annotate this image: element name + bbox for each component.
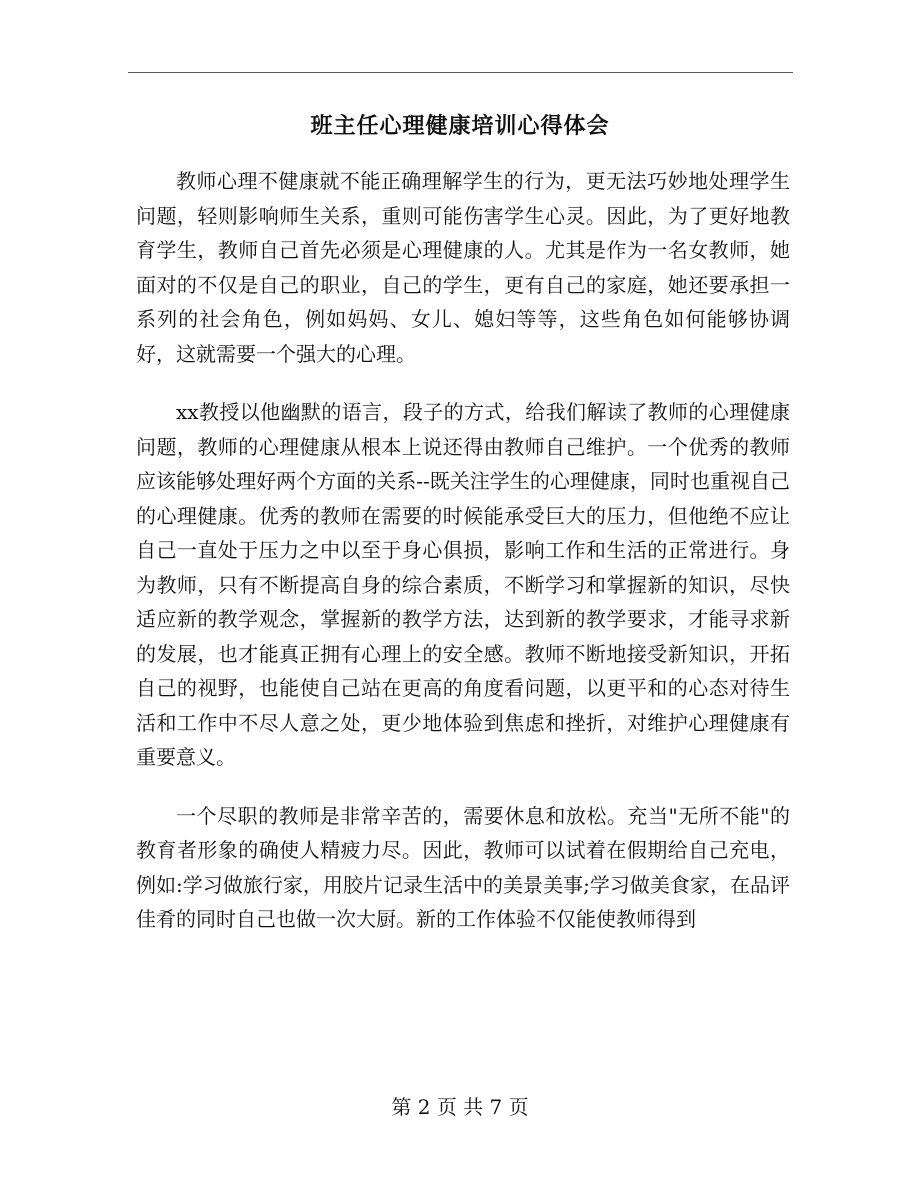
page-number-label: 第 2 页 共 7 页 — [391, 1095, 529, 1119]
page-number — [0, 1093, 920, 1121]
document-body — [136, 164, 790, 961]
paragraph-3: 一个尽职的教师是非常辛苦的，需要休息和放松。充当"无所不能"的教育者形象的确使人精疲力尽。因此，教师可以试着在假期给自己充电，例如:学习做旅行家，用胶片记录生活中的美景美事;学习做美食家，在品评佳肴的同时自己也做一次大厨。新的工作体验不仅能使教师得到 — [136, 803, 790, 931]
document-title: 班主任心理健康培训心得体会 — [310, 113, 610, 139]
paragraph-1: 教师心理不健康就不能正确理解学生的行为，更无法巧妙地处理学生问题，轻则影响师生关系，重则可能伤害学生心灵。因此，为了更好地教育学生，教师自己首先必须是心理健康的人。尤其是作为一名女教师，她面对的不仅是自己的职业，自己的学生，更有自己的家庭，她还要承担一系列的社会角色，例如妈妈、女儿、媳妇等等，这些角色如何能够协调好，这就需要一个强大的心理。 — [136, 169, 790, 366]
paragraph-2: xx教授以他幽默的语言，段子的方式，给我们解读了教师的心理健康问题，教师的心理健康从根本上说还得由教师自己维护。一个优秀的教师应该能够处理好两个方面的关系--既关注学生的心理健康，同时也重视自己的心理健康。优秀的教师在需要的时候能承受巨大的压力，但他绝不应让自己一直处于压力之中以至于身心俱损，影响工作和生活的正常进行。身为教师，只有不断提高自身的综合素质，不断学习和掌握新的知识，尽快适应新的教学观念，掌握新的教学方法，达到新的教学要求，才能寻求新的发展，也才能真正拥有心理上的安全感。教师不断地接受新知识，开拓自己的视野，也能使自己站在更高的角度看问题，以更平和的心态对待生活和工作中不尽人意之处，更少地体验到焦虑和挫折，对维护心理健康有重要意义。 — [136, 400, 790, 769]
header-rule — [128, 72, 793, 73]
